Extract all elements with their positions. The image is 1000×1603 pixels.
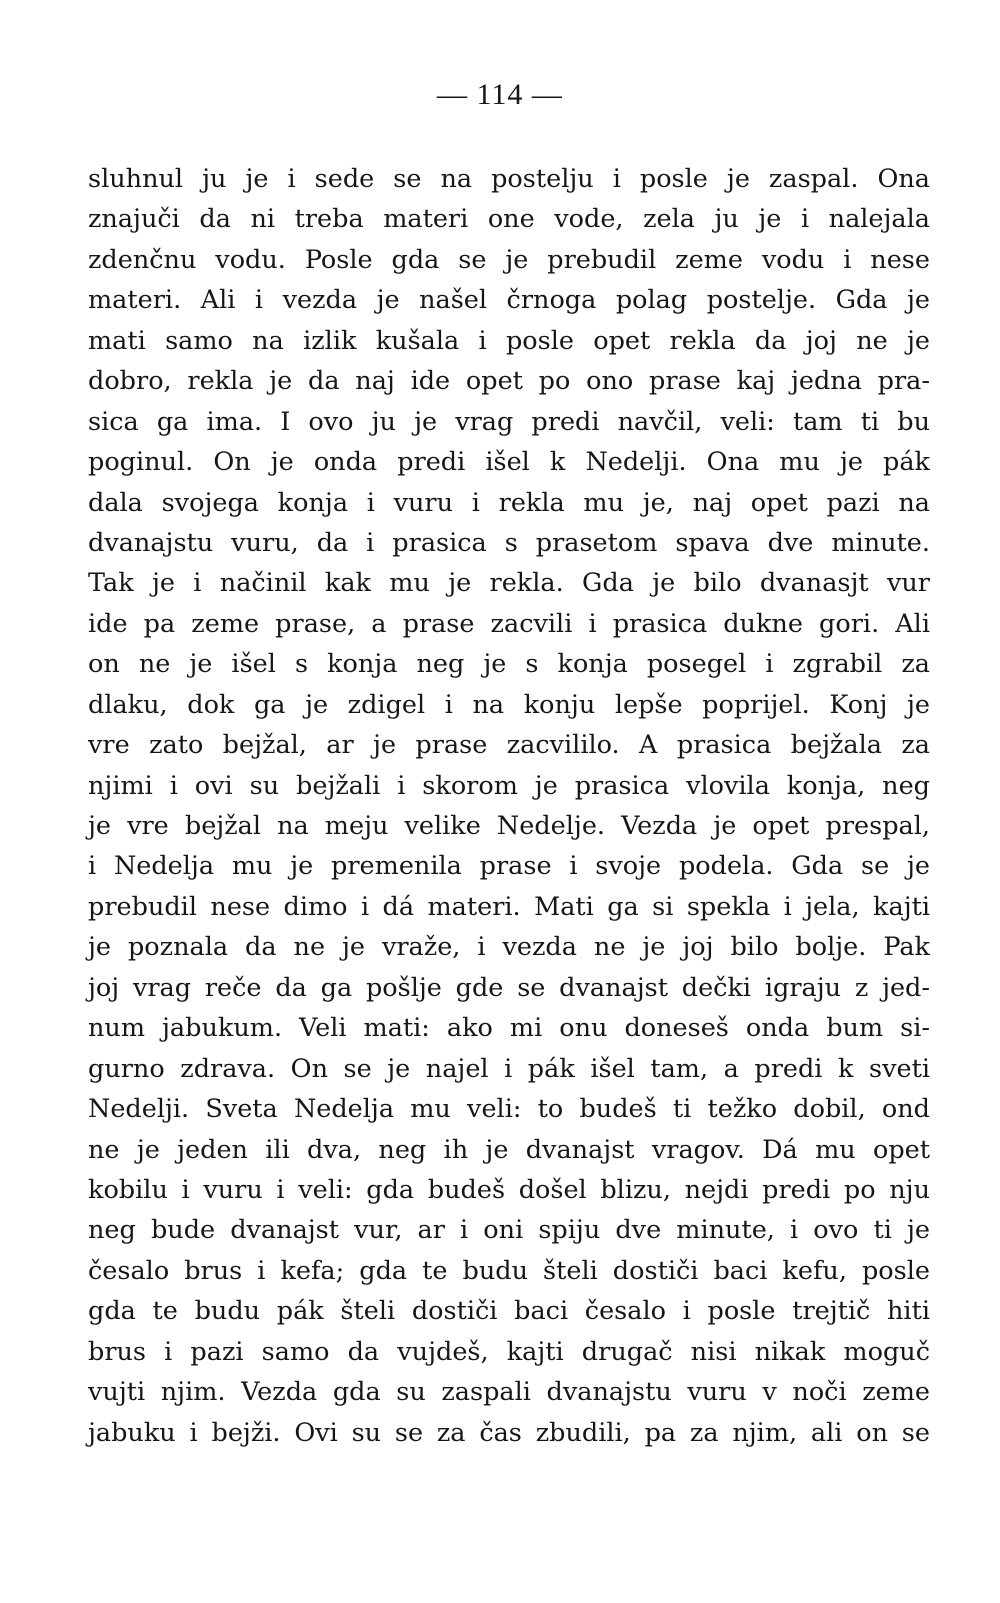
text-line: vre zato bejžal, ar je prase zacvililo. A prasica bejžala za bbox=[88, 730, 930, 761]
text-line: Tak je i načinil kak mu je rekla. Gda je bilo dvanasjt vur bbox=[88, 568, 930, 599]
text-line: dobro, rekla je da naj ide opet po ono prase kaj jedna pra- bbox=[88, 366, 930, 397]
text-line: dvanajstu vuru, da i prasica s prasetom spava dve minute. bbox=[88, 527, 930, 558]
text-line: znajuči da ni treba materi one vode, zela ju je i nalejala bbox=[88, 204, 930, 235]
text-line: gda te budu pák šteli dostiči baci česalo i posle trejtič hiti bbox=[88, 1296, 930, 1327]
text-line: dala svojega konja i vuru i rekla mu je, naj opet pazi na bbox=[88, 487, 930, 518]
text-line: joj vrag reče da ga pošlje gde se dvanajst dečki igraju z jed- bbox=[88, 972, 930, 1003]
text-line: jabuku i bejži. Ovi su se za čas zbudili, pa za njim, ali on se bbox=[88, 1417, 930, 1448]
text-line: je vre bejžal na meju velike Nedelje. Vezda je opet prespal, bbox=[88, 811, 930, 841]
text-line: njimi i ovi su bejžali i skorom je prasica vlovila konja, neg bbox=[88, 770, 930, 801]
text-line: Nedelji. Sveta Nedelja mu veli: to budeš ti težko dobil, ond bbox=[88, 1094, 930, 1125]
text-line: materi. Ali i vezda je našel črnoga polag postelje. Gda je bbox=[88, 285, 930, 316]
text-line: brus i pazi samo da vujdeš, kajti drugač nisi nikak moguč bbox=[88, 1336, 930, 1367]
text-line: mati samo na izlik kušala i posle opet rekla da joj ne je bbox=[88, 325, 930, 356]
page-number: — 114 — bbox=[437, 78, 563, 111]
text-line: dlaku, dok ga je zdigel i na konju lepše poprijel. Konj je bbox=[88, 689, 930, 720]
text-line: i Nedelja mu je premenila prase i svoje podela. Gda se je bbox=[88, 851, 930, 882]
text-line: poginul. On je onda predi išel k Nedelji. Ona mu je pák bbox=[88, 447, 930, 478]
text-line: zdenčnu vodu. Posle gda se je prebudil zeme vodu i nese bbox=[88, 244, 930, 275]
text-line: ne je jeden ili dva, neg ih je dvanajst vragov. Dá mu opet bbox=[88, 1134, 930, 1165]
text-line: sluhnul ju je i sede se na postelju i posle je zaspal. Ona bbox=[88, 164, 930, 194]
text-line: sica ga ima. I ovo ju je vrag predi navčil, veli: tam ti bu bbox=[88, 406, 930, 437]
text-line: česalo brus i kefa; gda te budu šteli dostiči baci kefu, posle bbox=[88, 1255, 930, 1286]
text-line: je poznala da ne je vraže, i vezda ne je joj bilo bolje. Pak bbox=[88, 932, 930, 963]
text-line: neg bude dvanajst vur, ar i oni spiju dve minute, i ovo ti je bbox=[88, 1215, 930, 1246]
text-line: vujti njim. Vezda gda su zaspali dvanajstu vuru v noči zeme bbox=[88, 1377, 930, 1408]
text-line: prebudil nese dimo i dá materi. Mati ga si spekla i jela, kajti bbox=[88, 891, 930, 922]
text-line: num jabukum. Veli mati: ako mi onu doneseš onda bum si- bbox=[88, 1013, 930, 1044]
text-line: kobilu i vuru i veli: gda budeš došel blizu, nejdi predi po nju bbox=[88, 1174, 930, 1205]
text-line: gurno zdrava. On se je najel i pák išel tam, a predi k sveti bbox=[88, 1053, 930, 1084]
text-line: ide pa zeme prase, a prase zacvili i prasica dukne gori. Ali bbox=[88, 608, 930, 639]
text-line: on ne je išel s konja neg je s konja posegel i zgrabil za bbox=[88, 649, 930, 680]
body-text bbox=[88, 159, 930, 1453]
